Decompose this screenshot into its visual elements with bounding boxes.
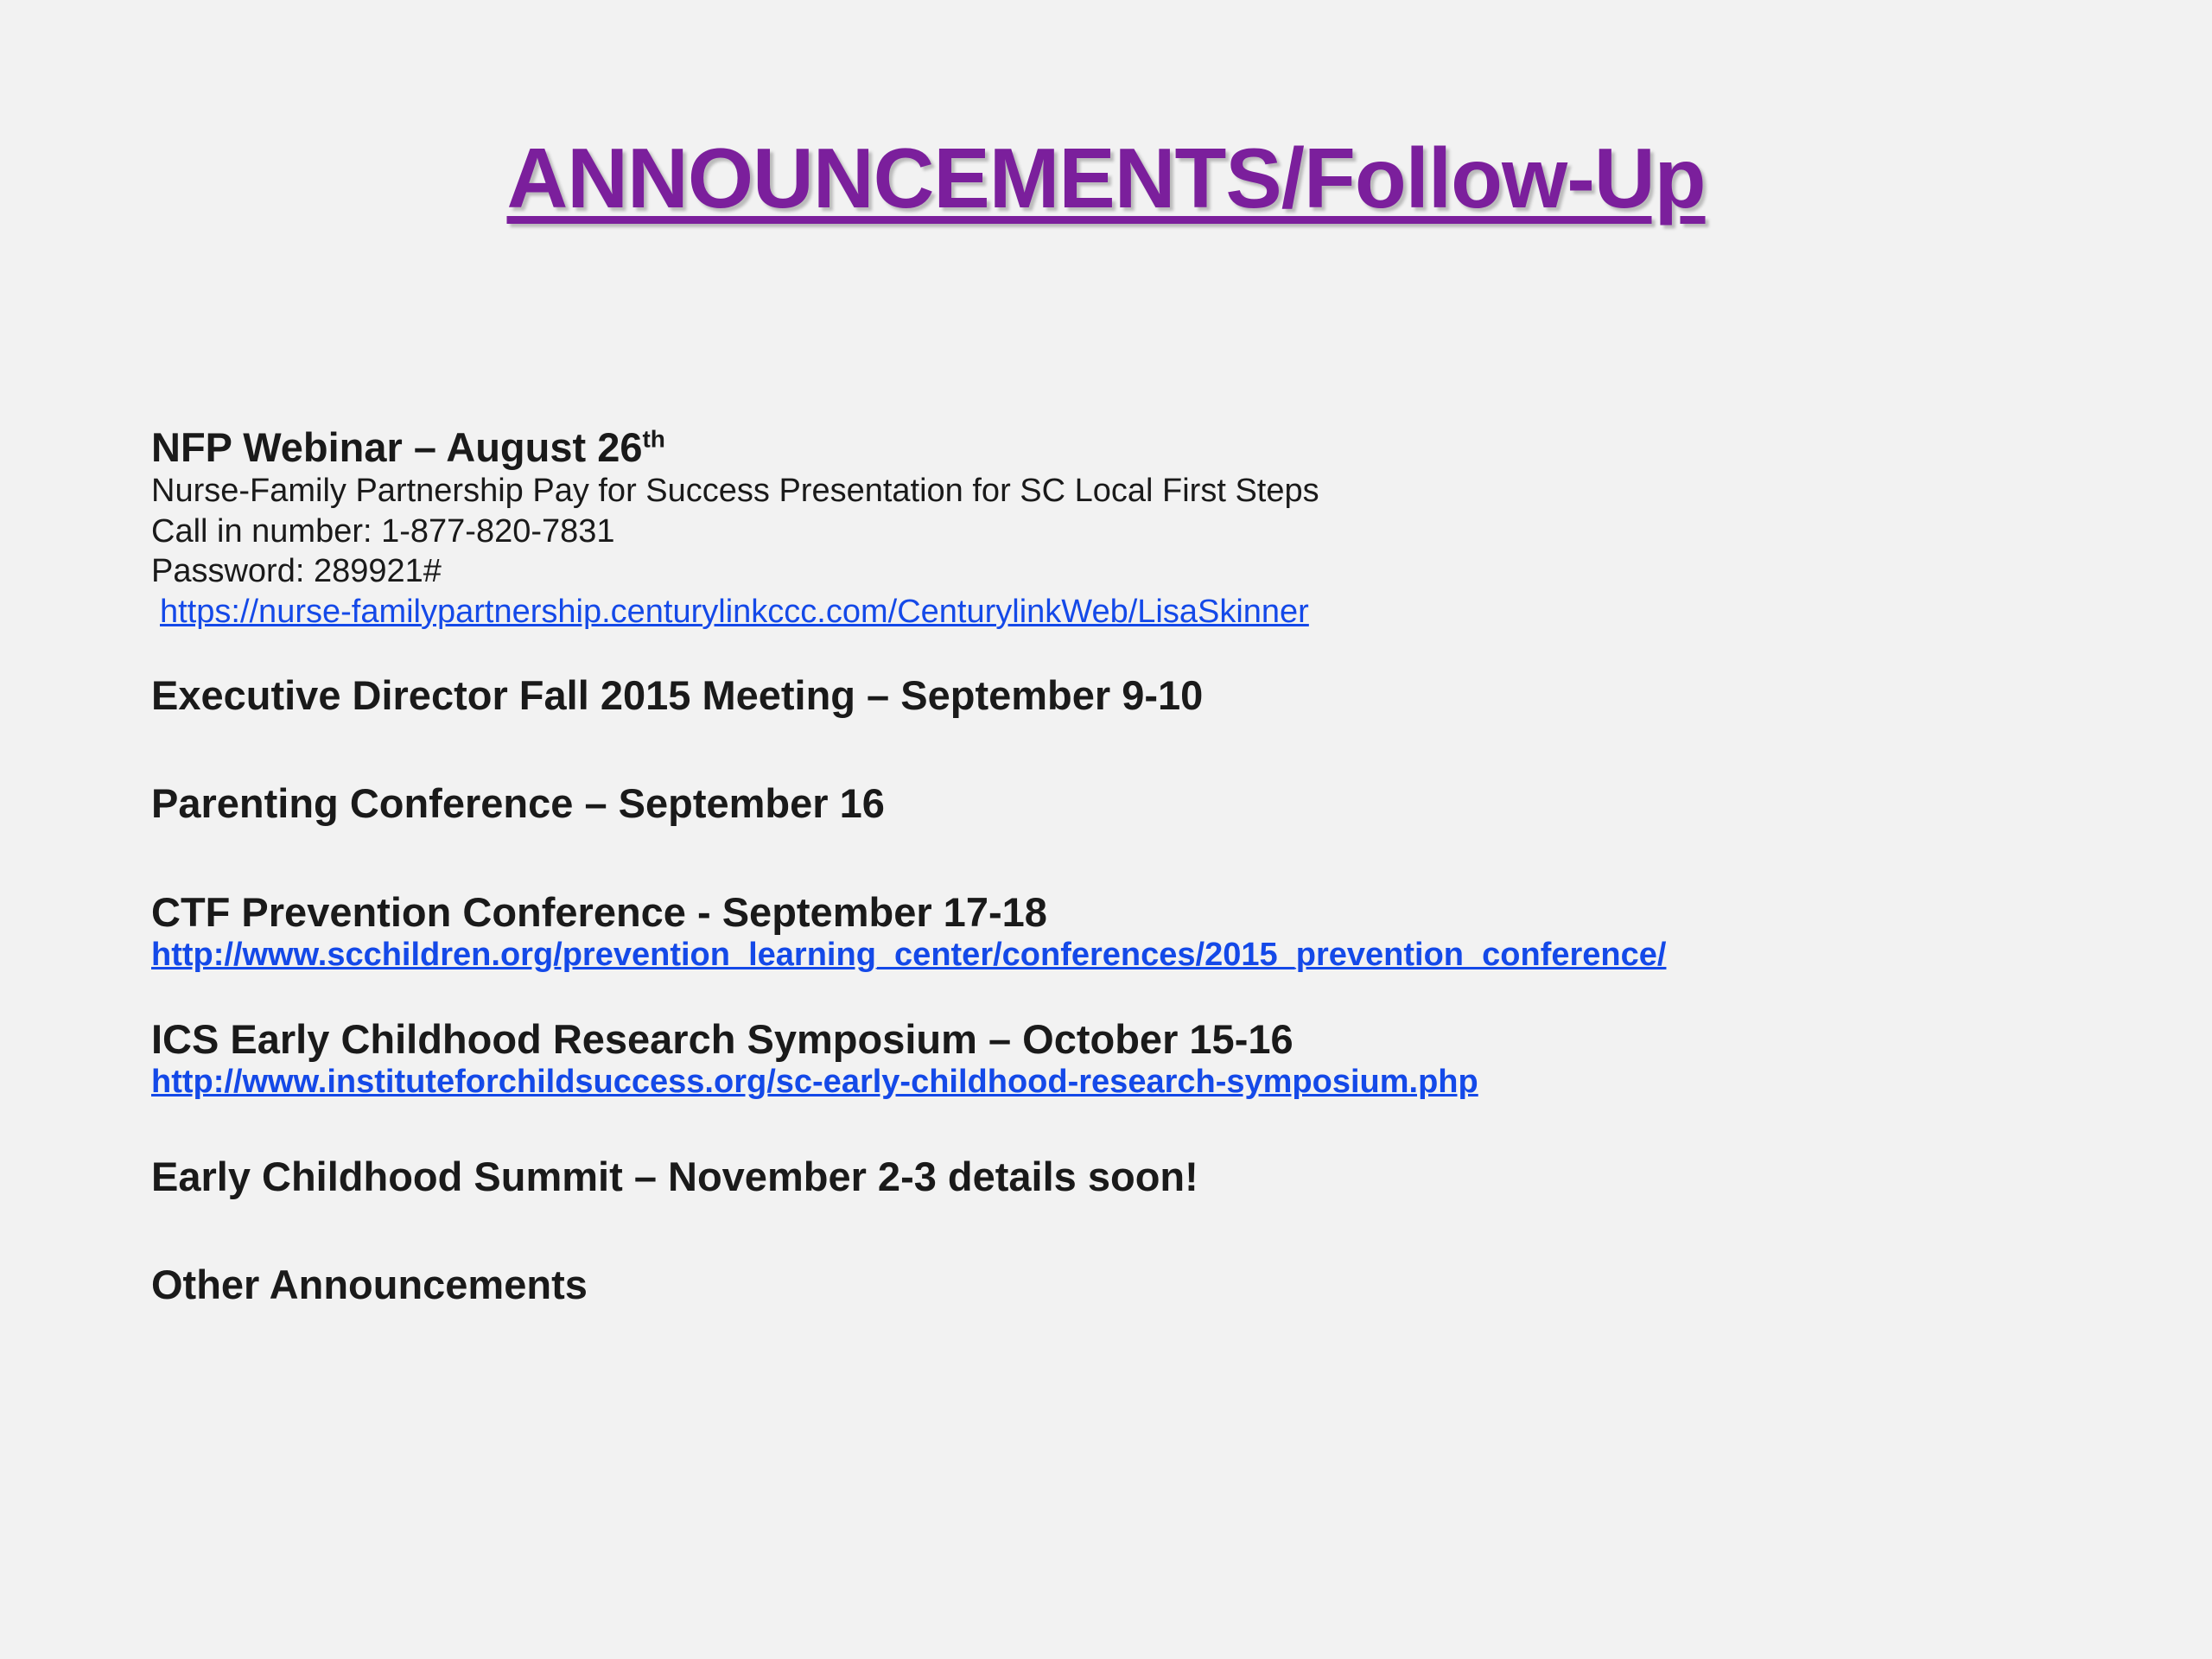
- ics-symposium-link[interactable]: http://www.instituteforchildsuccess.org/sc-early-childhood-research-symposium.php: [151, 1064, 1478, 1101]
- announcement-heading: Executive Director Fall 2015 Meeting – September 9-10: [151, 671, 1204, 718]
- page-title-text: ANNOUNCEMENTS/Follow-Up: [506, 130, 1706, 226]
- announcements-list: [151, 423, 2139, 1309]
- announcement-heading: CTF Prevention Conference - September 17-18: [151, 888, 1047, 935]
- nfp-webinar-link[interactable]: https://nurse-familypartnership.centurylinkccc.com/CenturylinkWeb/LisaSkinner: [160, 593, 1309, 630]
- announcement-callin-line: Call in number: 1-877-820-7831: [151, 512, 615, 550]
- spacer: [151, 1200, 2139, 1261]
- announcement-heading: [151, 423, 2139, 471]
- announcement-heading: Parenting Conference – September 16: [151, 780, 885, 827]
- spacer: [151, 976, 2139, 1015]
- announcement-item-parenting-conference: [151, 779, 2139, 827]
- announcement-heading: Other Announcements: [151, 1262, 588, 1308]
- announcement-item-executive-director-meeting: [151, 671, 2139, 719]
- announcement-item-other-announcements: [151, 1261, 2139, 1308]
- announcement-heading: ICS Early Childhood Research Symposium – October 15-16: [151, 1015, 1294, 1062]
- announcement-item-early-childhood-summit: [151, 1153, 2139, 1200]
- spacer: [151, 828, 2139, 888]
- announcement-heading: Early Childhood Summit – November 2-3 details soon!: [151, 1153, 1198, 1199]
- announcement-heading-text: NFP Webinar – August 26: [151, 424, 643, 470]
- spacer: [151, 719, 2139, 779]
- announcement-item-ics-research-symposium: [151, 1015, 2139, 1103]
- spacer: [151, 1103, 2139, 1153]
- page-title: [0, 130, 2212, 227]
- announcement-item-ctf-prevention-conference: [151, 888, 2139, 976]
- announcement-heading-superscript: th: [642, 425, 665, 453]
- announcement-password-line: Password: 289921#: [151, 553, 442, 590]
- ctf-conference-link[interactable]: http://www.scchildren.org/prevention_learning_center/conferences/2015_prevention_conference/: [151, 937, 1667, 974]
- announcement-item-nfp-webinar: [151, 423, 2139, 632]
- announcement-detail-line: Nurse-Family Partnership Pay for Success Presentation for SC Local First Steps: [151, 473, 1319, 510]
- spacer: [151, 632, 2139, 671]
